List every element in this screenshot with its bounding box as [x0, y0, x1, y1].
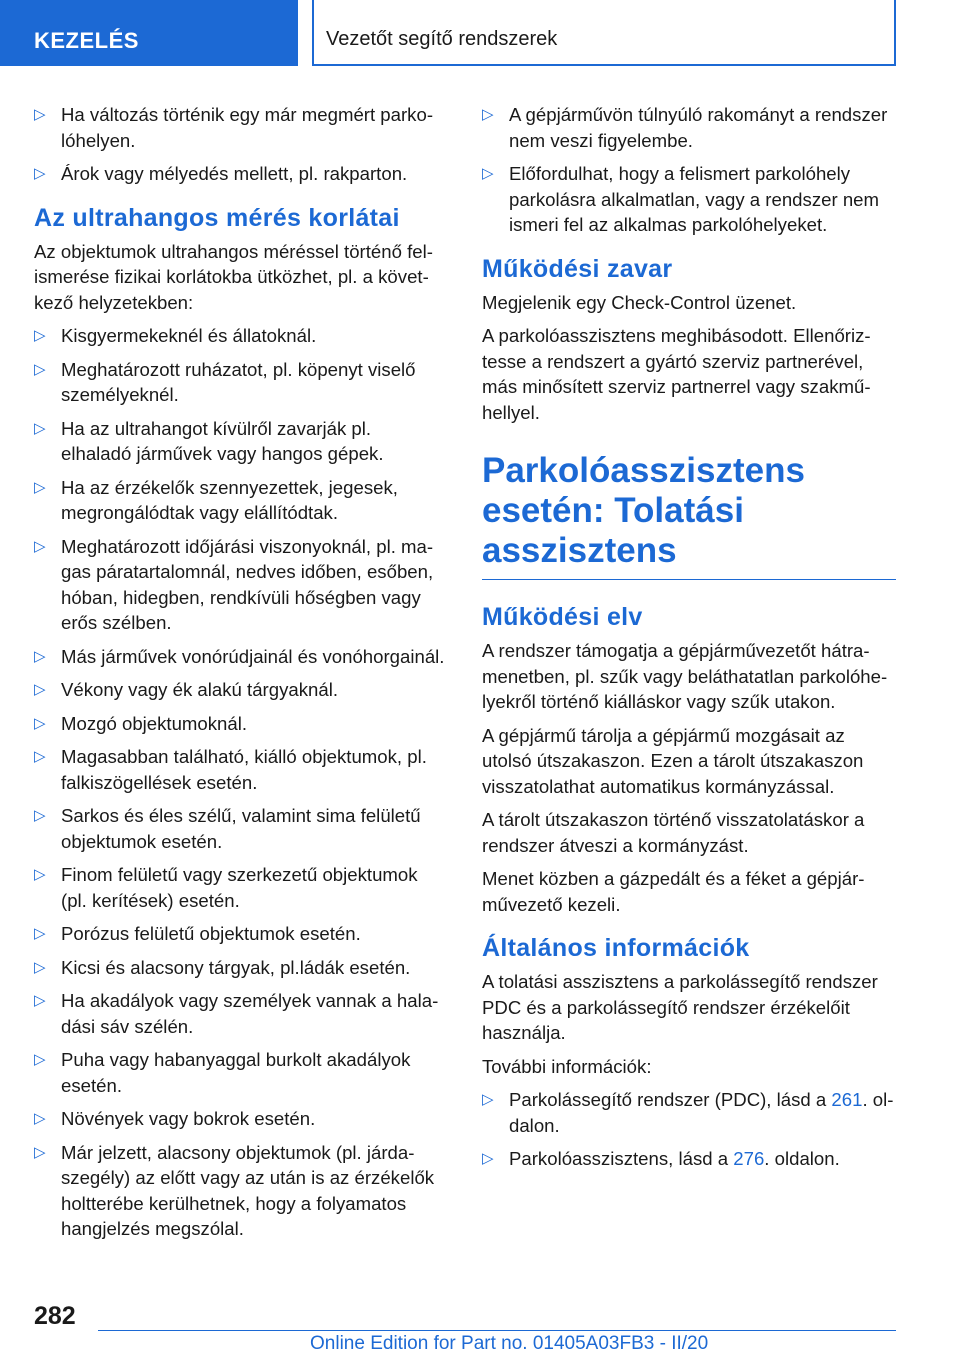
general-heading: Általános információk — [482, 934, 750, 962]
triangle-bullet-icon: ▷ — [34, 106, 46, 123]
triangle-bullet-icon: ▷ — [482, 1150, 494, 1167]
limits-list — [34, 323, 446, 1242]
triangle-bullet-icon: ▷ — [34, 1143, 46, 1161]
list-item: ▷ Sarkos és éles szélű, valamint sima felületű objektumok esetén. — [34, 805, 421, 852]
triangle-bullet-icon: ▷ — [34, 958, 46, 976]
principle-text: A rendszer támogatja a gépjárművezetőt hátramenetben, pl. szűk vagy beláthatatlan parkolóhelyekről történő kiálláskor vagy szűk utakon. — [482, 640, 888, 712]
list-item: ▷ Meghatározott időjárási viszonyoknál, pl. magas páratartalomnál, nedves időben, esőben, hóban, hidegben, rendkívüli hőségben vagy erős szélben. — [34, 535, 434, 633]
triangle-bullet-icon: ▷ — [34, 647, 46, 665]
chapter-title: Vezetőt segítő rendszerek — [326, 28, 558, 50]
triangle-bullet-icon: ▷ — [34, 714, 46, 732]
triangle-bullet-icon: ▷ — [34, 360, 46, 378]
list-item: ▷ Porózus felületű objektumok esetén. — [34, 921, 446, 947]
list-item: ▷ Ha az ultrahangot kívülről zavarják pl. elhaladó járművek vagy hangos gépek. — [34, 417, 384, 464]
principle-text: A tárolt útszakaszon történő visszatolatáskor a rendszer átveszi a kormányzást. — [482, 809, 865, 856]
section-title: KEZELÉS — [34, 28, 139, 53]
page-link-261[interactable]: 261 — [831, 1089, 863, 1110]
page-link-276[interactable]: 276 — [733, 1148, 765, 1169]
triangle-bullet-icon: ▷ — [34, 537, 46, 555]
triangle-bullet-icon: ▷ — [34, 165, 46, 182]
triangle-bullet-icon: ▷ — [34, 419, 46, 437]
list-item: ▷ Meghatározott ruházatot, pl. köpenyt viselő személyeknél. — [34, 358, 416, 405]
list-item: ▷ Parkolóasszisztens, lásd a 276. oldalon. — [482, 1146, 896, 1172]
list-item: ▷ Már jelzett, alacsony objektumok (pl. járdaszegély) az előtt vagy az után is az érzékelők holtterébe kerülhetnek, hogy a folyamatos hangjelzés megszólal. — [34, 1141, 435, 1239]
list-item: ▷ Puha vagy habanyaggal burkolt akadályok esetén. — [34, 1049, 411, 1096]
triangle-bullet-icon: ▷ — [34, 748, 46, 765]
principle-heading: Működési elv — [482, 603, 643, 631]
list-item: ▷ Ha változás történik egy már megmért parkolóhelyen. — [34, 104, 434, 151]
list-item: ▷ Növények vagy bokrok esetén. — [34, 1106, 446, 1132]
triangle-bullet-icon: ▷ — [34, 1110, 46, 1127]
intro-list — [34, 102, 446, 187]
general-text: További információk: — [482, 1055, 652, 1077]
triangle-bullet-icon: ▷ — [34, 327, 46, 344]
reference-list — [482, 1087, 896, 1172]
list-item: ▷ Ha akadályok vagy személyek vannak a haladási sáv szélén. — [34, 990, 439, 1037]
triangle-bullet-icon: ▷ — [482, 106, 494, 123]
list-item: ▷ A gépjárművön túlnyúló rakományt a rendszer nem veszi figyelembe. — [482, 104, 888, 151]
triangle-bullet-icon: ▷ — [482, 1091, 494, 1108]
limits-heading: Az ultrahangos mérés korlátai — [34, 203, 400, 232]
edition-text: Online Edition for Part no. 01405A03FB3 - II/20 — [310, 1333, 709, 1354]
list-item: ▷ Ha az érzékelők szennyezettek, jegesek, megrongálódtak vagy elállítódtak. — [34, 476, 398, 523]
page-number: 282 — [34, 1302, 76, 1330]
general-text: A tolatási asszisztens a parkolássegítő rendszer PDC és a parkolássegítő rendszer érzékelőit használja. — [482, 971, 878, 1043]
left-column — [34, 102, 446, 1250]
list-item: ▷ Magasabban található, kiálló objektumok, pl. falkiszögellések esetén. — [34, 746, 427, 793]
triangle-bullet-icon: ▷ — [34, 807, 46, 824]
list-item: ▷ Árok vagy mélyedés mellett, pl. rakparton. — [34, 161, 446, 187]
list-item: ▷ Kicsi és alacsony tárgyak, pl.ládák esetén. — [34, 955, 446, 981]
triangle-bullet-icon: ▷ — [34, 681, 46, 698]
triangle-bullet-icon: ▷ — [34, 866, 46, 883]
list-item: ▷ Mozgó objektumoknál. — [34, 711, 446, 737]
list-item: ▷ Előfordulhat, hogy a felismert parkolóhely parkolásra alkalmatlan, vagy a rendszer nem ismeri fel az alkalmas parkolóhelyeket. — [482, 163, 879, 235]
triangle-bullet-icon: ▷ — [34, 478, 46, 496]
triangle-bullet-icon: ▷ — [34, 992, 46, 1009]
page-header — [0, 0, 960, 66]
right-column — [482, 102, 896, 1180]
malfunction-text: Megjelenik egy Check-Control üzenet. — [482, 291, 797, 313]
triangle-bullet-icon: ▷ — [482, 165, 494, 182]
top-list — [482, 102, 896, 238]
list-item: ▷ Más járművek vonórúdjainál és vonóhorgainál. — [34, 644, 446, 670]
main-heading: Parkolóasszisztens esetén: Tolatási asszisztens — [482, 451, 896, 580]
list-item: ▷ Parkolássegítő rendszer (PDC), lásd a 261. oldalon. — [482, 1089, 894, 1136]
triangle-bullet-icon: ▷ — [34, 925, 46, 942]
list-item: ▷ Finom felületű vagy szerkezetű objektumok (pl. kerítések) esetén. — [34, 864, 418, 911]
section-tab — [0, 0, 298, 66]
triangle-bullet-icon: ▷ — [34, 1051, 46, 1068]
chapter-tab — [312, 0, 896, 66]
list-item: ▷ Vékony vagy ék alakú tárgyaknál. — [34, 677, 446, 703]
malfunction-heading: Működési zavar — [482, 254, 673, 283]
limits-text: Az objektumok ultrahangos méréssel történő felismerése fizikai korlátokba ütközhet, pl. a következő helyzetekben: — [34, 240, 433, 313]
principle-text: Menet közben a gázpedált és a féket a gépjárművezető kezeli. — [482, 868, 865, 915]
list-item: ▷ Kisgyermekeknél és állatoknál. — [34, 323, 446, 349]
principle-text: A gépjármű tárolja a gépjármű mozgásait az utolsó útszakaszon. Ezen a tárolt útszakaszon visszatolathat automatikus kormányzással. — [482, 724, 864, 797]
footer-divider — [98, 1330, 896, 1331]
malfunction-text: A parkolóasszisztens meghibásodott. Ellenőriztesse a rendszert a gyártó szerviz partnerével, más minősített szerviz partnerrel vagy szakműhellyel. — [482, 325, 871, 423]
